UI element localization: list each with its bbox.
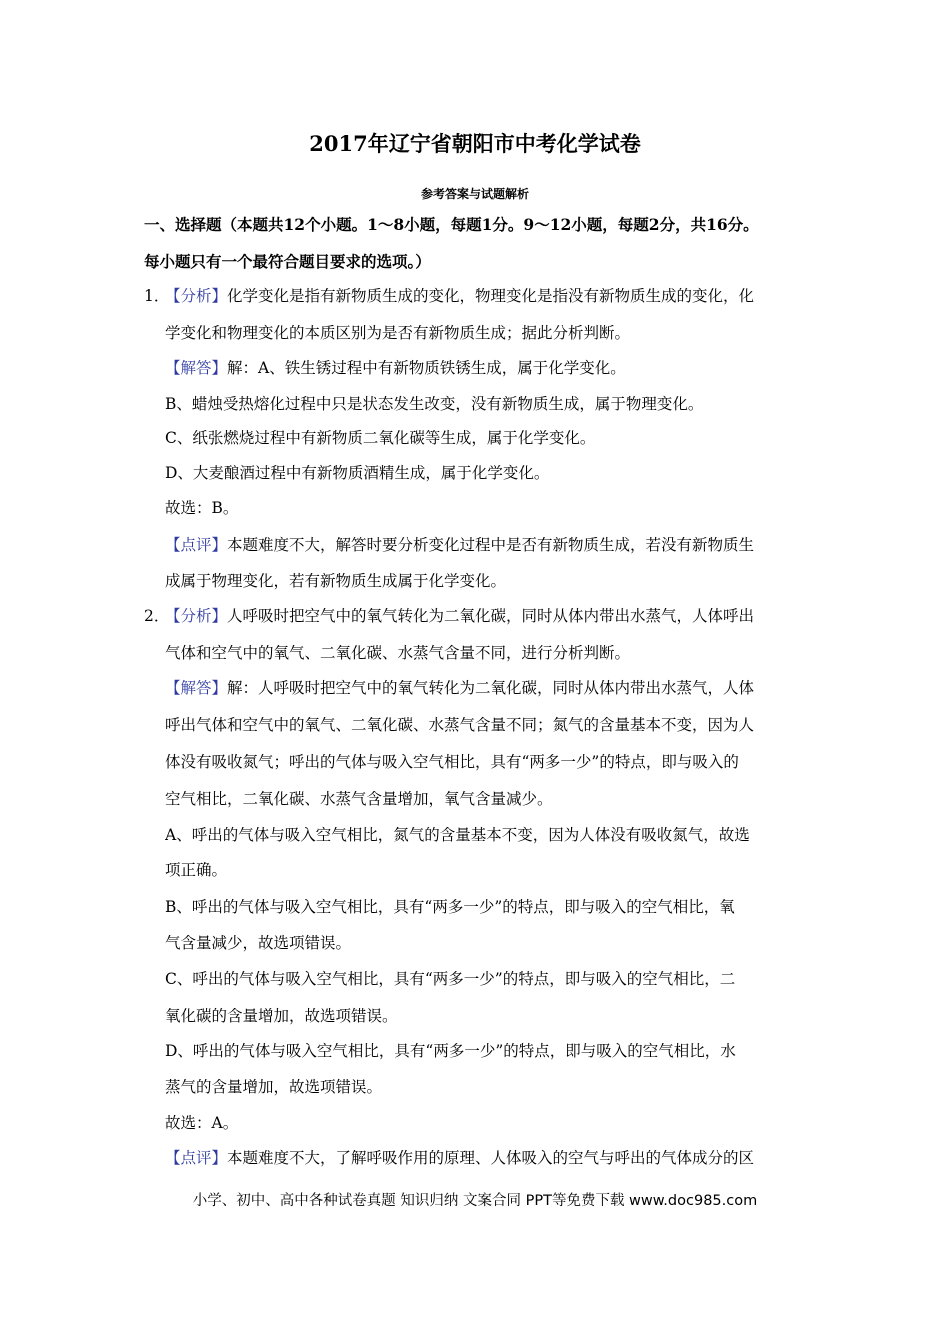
q1-answer-text: 解：A、铁生锈过程中有新物质铁锈生成，属于化学变化。 <box>227 359 626 377</box>
q2-option-b: B、呼出的气体与吸入空气相比，具有“两多一少”的特点，即与吸入的空气相比，氧 <box>165 898 735 916</box>
q2-answer-line2: 呼出气体和空气中的氧气、二氧化碳、水蒸气含量不同；氮气的含量基本不变，因为人 <box>165 716 755 734</box>
q2-option-c-line2: 氧化碳的含量增加，故选项错误。 <box>165 1007 398 1025</box>
q2-option-a: A、呼出的气体与吸入空气相比，氮气的含量基本不变，因为人体没有吸收氮气，故选 <box>165 826 750 844</box>
q2-option-c: C、呼出的气体与吸入空气相比，具有“两多一少”的特点，即与吸入的空气相比，二 <box>165 970 736 988</box>
q1-comment-text: 本题难度不大，解答时要分析变化过程中是否有新物质生成，若没有新物质生 <box>227 536 755 554</box>
q1-comment-line2: 成属于物理变化，若有新物质生成属于化学变化。 <box>165 572 507 590</box>
q1-answer-c: C、纸张燃烧过程中有新物质二氧化碳等生成，属于化学变化。 <box>165 429 596 447</box>
q2-comment <box>165 1145 810 1171</box>
q2-option-a-line2: 项正确。 <box>165 861 228 879</box>
q2-analysis-tag: 【分析】 <box>165 607 228 625</box>
q2-comment-text: 本题难度不大，了解呼吸作用的原理、人体吸入的空气与呼出的气体成分的区 <box>227 1149 755 1167</box>
page-title: 2017年辽宁省朝阳市中考化学试卷 <box>309 131 641 156</box>
page-footer: 小学、初中、高中各种试卷真题 知识归纳 文案合同 PPT等免费下载 www.doc985.com <box>192 1193 758 1209</box>
q1-analysis-text: 化学变化是指有新物质生成的变化，物理变化是指没有新物质生成的变化，化 <box>227 287 755 305</box>
q2-choice: 故选：A。 <box>165 1114 239 1132</box>
q2-option-b-line2: 气含量减少，故选项错误。 <box>165 934 352 952</box>
section-heading-line1: 一、选择题（本题共12个小题。1～8小题，每题1分。9～12小题，每题2分，共16分。 <box>144 215 759 234</box>
q2-analysis-text: 人呼吸时把空气中的氧气转化为二氧化碳，同时从体内带出水蒸气，人体呼出 <box>227 607 755 625</box>
q2-option-d: D、呼出的气体与吸入空气相比，具有“两多一少”的特点，即与吸入的空气相比，水 <box>165 1042 736 1060</box>
q2-answer-line3: 体没有吸收氮气；呼出的气体与吸入空气相比，具有“两多一少”的特点，即与吸入的 <box>165 753 739 771</box>
q2-analysis-line2: 气体和空气中的氧气、二氧化碳、水蒸气含量不同，进行分析判断。 <box>165 644 631 662</box>
q1-analysis-line2: 学变化和物理变化的本质区别为是否有新物质生成；据此分析判断。 <box>165 324 631 342</box>
q1-analysis-tag: 【分析】 <box>165 287 228 305</box>
q2-answer <box>165 675 810 701</box>
q1-number: 1． <box>144 287 170 305</box>
q2-answer-line4: 空气相比，二氧化碳、水蒸气含量增加，氧气含量减少。 <box>165 790 553 808</box>
q2-answer-text: 解：人呼吸时把空气中的氧气转化为二氧化碳，同时从体内带出水蒸气，人体 <box>227 679 755 697</box>
q2-number: 2． <box>144 607 170 625</box>
q2-comment-tag: 【点评】 <box>165 1149 228 1167</box>
q2-analysis <box>144 603 810 629</box>
q1-answer-tag: 【解答】 <box>165 359 228 377</box>
q1-choice: 故选：B。 <box>165 499 239 517</box>
page-subtitle: 参考答案与试题解析 <box>420 187 529 201</box>
q1-answer <box>165 355 810 381</box>
q1-comment-tag: 【点评】 <box>165 536 228 554</box>
q1-answer-d: D、大麦酿酒过程中有新物质酒精生成，属于化学变化。 <box>165 464 550 482</box>
q1-analysis <box>144 283 810 309</box>
q1-comment <box>165 532 810 558</box>
q1-answer-b: B、蜡烛受热熔化过程中只是状态发生改变，没有新物质生成，属于物理变化。 <box>165 395 704 413</box>
q2-option-d-line2: 蒸气的含量增加，故选项错误。 <box>165 1078 383 1096</box>
section-heading-line2: 每小题只有一个最符合题目要求的选项。） <box>144 252 431 271</box>
q2-answer-tag: 【解答】 <box>165 679 228 697</box>
